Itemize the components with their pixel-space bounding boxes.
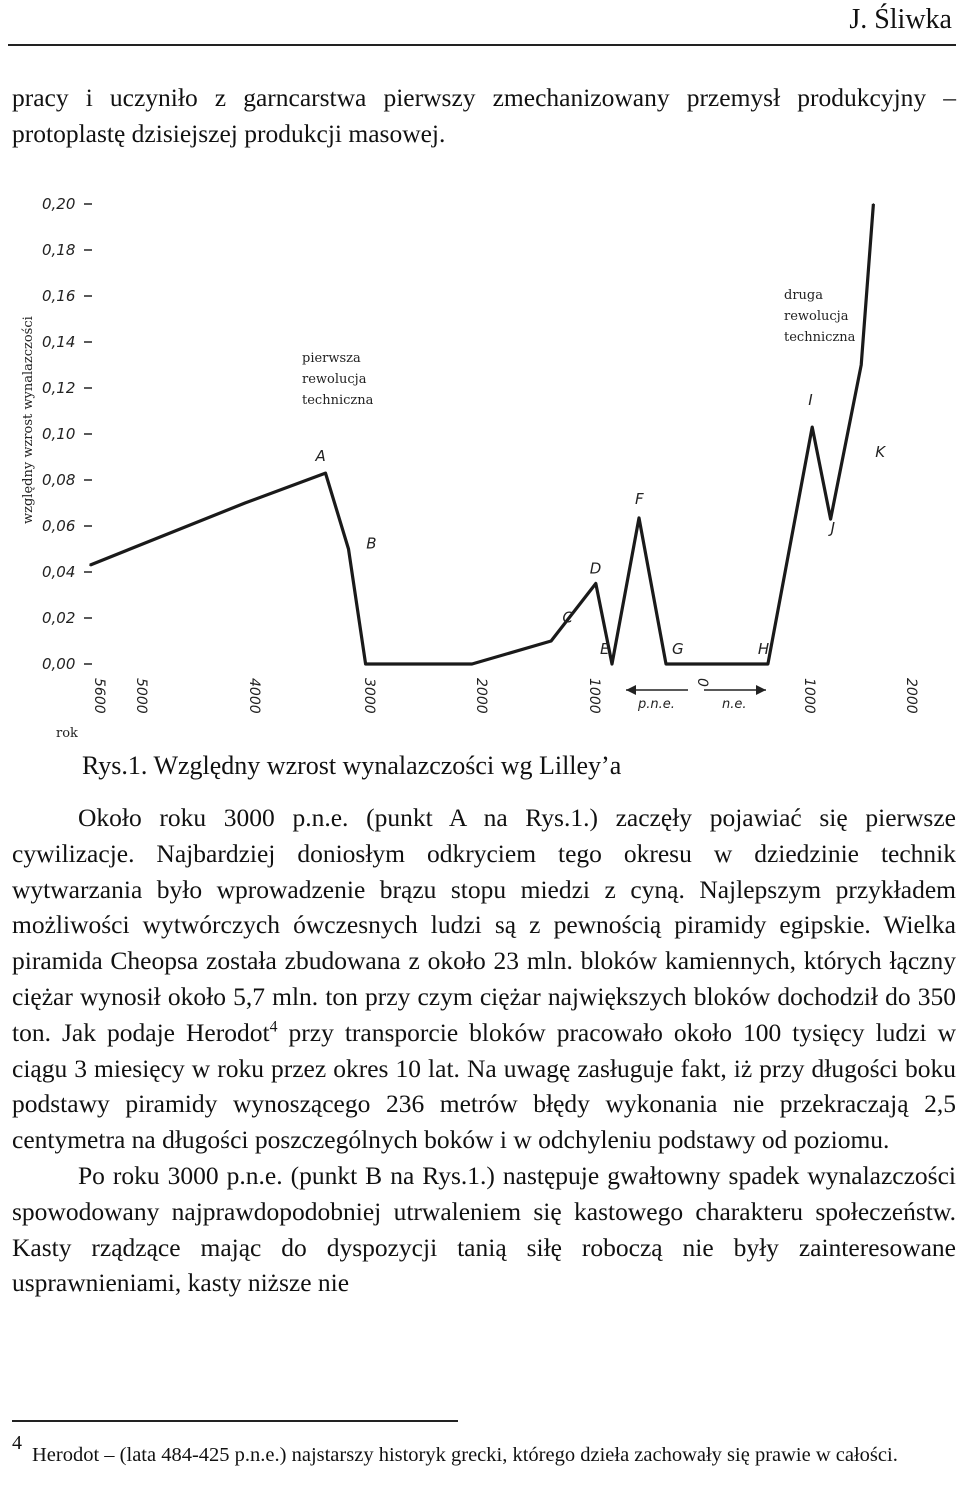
x-tick-label: 3000 xyxy=(361,678,377,714)
header-rule xyxy=(8,44,956,46)
y-tick-label: 0,20 xyxy=(42,195,76,213)
y-tick-label: 0,00 xyxy=(42,655,76,673)
x-tick-label: 4000 xyxy=(246,678,262,714)
body-paragraph-1-text: Około roku 3000 p.n.e. (punkt A na Rys.1.) zaczęły pojawiać się pierwsze cywilizacje. Najbardziej doniosłym odkryciem tego okresu w dziedzinie technik wytwarzania było wprowadzenie brązu stopu miedzi z cyną. Najlepszym przykładem możliwości wytwórczych ówczesnych ludzi są z pewnością piramidy egipskie. Wielka piramida Cheopsa została zbudowana z około 23 mln. bloków kamiennych, których łączny ciężar wynosił około 5,7 mln. ton przy czym ciężar największych bloków dochodził do 350 ton. Jak podaje Herodot xyxy=(12,803,956,1047)
y-tick-label: 0,02 xyxy=(42,609,76,627)
annotation-line: rewolucja xyxy=(784,309,849,324)
x-tick-label: 5600 xyxy=(91,678,107,714)
x-tick-label: 1000 xyxy=(586,678,602,714)
x-tick-label: 1000 xyxy=(801,678,817,714)
era-arrowhead-right xyxy=(756,685,766,695)
y-tick-label: 0,16 xyxy=(42,287,76,305)
invention-growth-line xyxy=(90,204,873,664)
y-tick-label: 0,18 xyxy=(42,241,76,259)
footnote-rule xyxy=(12,1420,458,1422)
era-arrowhead-left xyxy=(626,685,636,695)
footnote-reference-4[interactable]: 4 xyxy=(269,1018,278,1036)
x-tick-label: 0 xyxy=(694,678,710,687)
x-axis-label: rok xyxy=(56,726,78,741)
point-label-a: A xyxy=(315,447,326,466)
x-tick-label: 2000 xyxy=(903,678,919,714)
curve-point xyxy=(595,583,597,585)
footnote-mark: 4 xyxy=(12,1432,22,1454)
body-paragraph-2-text: Po roku 3000 p.n.e. (punkt B na Rys.1.) następuje gwałtowny spadek wynalazczości spowodowany najprawdopodobniej utrwaleniem się kastowego charakteru społeczeństw. Kasty rządzące mając do dyspozycji tanią siłę roboczą nie były zainteresowane usprawnieniami, kasty niższe nie xyxy=(12,1160,956,1298)
body-paragraph-1-continued: przy transporcie bloków pracowało około 100 tysięcy ludzi w ciągu 3 miesięcy w roku przez okres 10 lat. Na uwagę zasługuje fakt, iż przy długości boku podstawy piramidy wynoszącego 236 metrów błędy wykonania nie przekraczają 2,5 centymetra na długości poszczególnych boków i w odchyleniu podstawy od poziomu. xyxy=(12,1017,956,1155)
y-tick-label: 0,14 xyxy=(42,333,76,351)
curve-point xyxy=(873,203,875,205)
curve-point xyxy=(325,472,327,474)
point-label-h: H xyxy=(757,640,770,658)
annotation-line: techniczna xyxy=(302,393,374,408)
point-label-b: B xyxy=(366,534,377,553)
point-label-c: C xyxy=(562,608,573,627)
y-tick-label: 0,10 xyxy=(42,425,76,443)
curve-point xyxy=(767,663,769,665)
curve-point xyxy=(860,364,862,366)
y-tick-label: 0,04 xyxy=(42,563,76,581)
curve-point xyxy=(811,426,813,428)
point-label-e: E xyxy=(600,640,610,658)
y-tick-label: 0,08 xyxy=(42,471,76,489)
era-label-ce: n.e. xyxy=(722,697,747,712)
curve-point xyxy=(348,548,350,550)
annotation-line: druga xyxy=(784,288,823,303)
x-tick-label: 5000 xyxy=(133,678,149,714)
invention-growth-chart xyxy=(10,168,945,753)
annotation-line: pierwsza xyxy=(302,351,361,366)
y-tick-label: 0,12 xyxy=(42,379,76,397)
point-label-i: I xyxy=(808,391,813,410)
curve-point xyxy=(550,640,552,642)
era-label-bce: p.n.e. xyxy=(638,697,675,712)
point-label-g: G xyxy=(672,640,684,658)
footnote xyxy=(12,1432,956,1470)
x-tick-label: 2000 xyxy=(473,678,489,714)
page-header-author: J. Śliwka xyxy=(849,4,952,35)
intro-paragraph: pracy i uczyniło z garncarstwa pierwszy zmechanizowany przemysł produkcyjny – protoplastę dzisiejszej produkcji masowej. xyxy=(12,83,956,148)
y-axis-label: względny wzrost wynalazczości xyxy=(21,316,36,524)
curve-point xyxy=(471,663,473,665)
point-label-k: K xyxy=(875,443,886,461)
annotation-line: rewolucja xyxy=(302,372,367,387)
footnote-text: Herodot – (lata 484-425 p.n.e.) najstarszy historyk grecki, którego dzieła zachowały się prawie w całości. xyxy=(32,1444,898,1466)
body-paragraphs xyxy=(12,800,956,1301)
curve-point xyxy=(611,663,613,665)
curve-point xyxy=(365,663,367,665)
point-label-d: D xyxy=(589,559,602,578)
point-label-f: F xyxy=(635,489,644,508)
curve-point xyxy=(244,502,246,504)
annotation-line: techniczna xyxy=(784,330,856,345)
curve-point xyxy=(638,517,640,519)
curve-point xyxy=(89,564,91,566)
y-tick-label: 0,06 xyxy=(42,517,76,535)
figure-caption: Rys.1. Względny wzrost wynalazczości wg Lilley’a xyxy=(82,751,622,780)
point-label-j: J xyxy=(830,519,836,538)
curve-point xyxy=(665,663,667,665)
